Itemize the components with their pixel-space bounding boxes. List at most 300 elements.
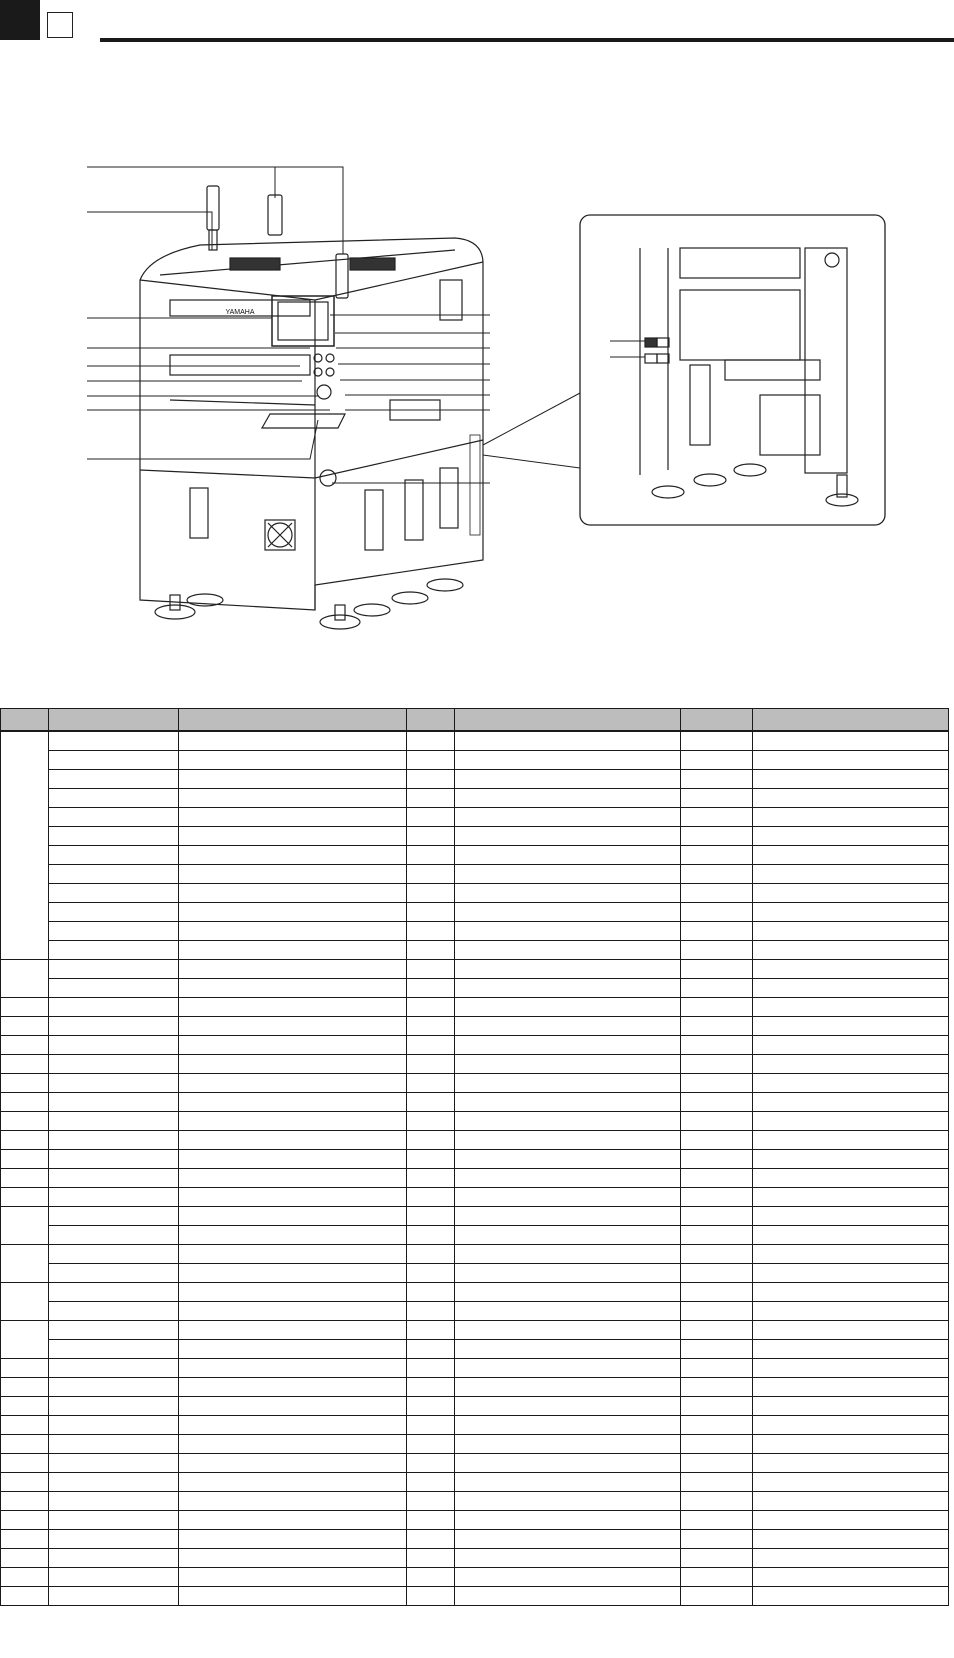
table-cell [753,1397,949,1416]
table-cell [681,1397,753,1416]
table-cell [179,1093,407,1112]
table-cell [407,1264,455,1283]
table-cell [179,1530,407,1549]
table-cell [753,1283,949,1302]
table-cell [681,1226,753,1245]
table-cell [753,751,949,770]
table-cell [455,1492,681,1511]
group-number-cell [1,998,49,1017]
table-cell [455,922,681,941]
table-cell [407,1207,455,1226]
group-number-cell [1,731,49,960]
table-cell [49,1055,179,1074]
table-cell [49,1017,179,1036]
table-cell [179,1473,407,1492]
table-cell [753,1188,949,1207]
table-cell [681,1055,753,1074]
table-cell [49,1036,179,1055]
table-cell [407,998,455,1017]
table-cell [681,1112,753,1131]
table-cell [681,1093,753,1112]
group-number-cell [1,1283,49,1321]
table-cell [753,1169,949,1188]
table-cell [753,770,949,789]
table-cell [681,1416,753,1435]
table-cell [753,1359,949,1378]
table-cell [753,1549,949,1568]
machine-body [140,238,483,629]
table-row [1,846,949,865]
table-cell [179,1511,407,1530]
table-cell [179,770,407,789]
table-cell [49,751,179,770]
table-cell [179,1017,407,1036]
table-cell [179,1150,407,1169]
table-row [1,1245,949,1264]
table-cell [179,751,407,770]
table-cell [753,903,949,922]
table-cell [455,1264,681,1283]
table-cell [179,1321,407,1340]
group-number-cell [1,1321,49,1359]
right-leader-lines [330,315,490,483]
table-cell [753,960,949,979]
group-number-cell [1,1454,49,1473]
parts-table [0,708,949,1606]
table-cell [179,1226,407,1245]
table-cell [407,751,455,770]
table-cell [49,1226,179,1245]
table-cell [179,1454,407,1473]
table-cell [455,1093,681,1112]
table-cell [49,1188,179,1207]
table-cell [49,731,179,751]
table-cell [681,1188,753,1207]
table-cell [49,1283,179,1302]
zoom-callout-lines [483,393,580,468]
table-cell [753,1340,949,1359]
table-cell [49,827,179,846]
table-cell [753,1511,949,1530]
table-cell [455,1416,681,1435]
table-cell [407,770,455,789]
table-cell [753,1587,949,1606]
table-cell [49,1112,179,1131]
table-cell [407,1359,455,1378]
table-cell [455,1397,681,1416]
table-cell [681,1131,753,1150]
table-cell [753,1264,949,1283]
table-cell [179,1397,407,1416]
table-cell [407,1587,455,1606]
table-cell [753,1416,949,1435]
table-cell [407,1473,455,1492]
table-cell [753,1150,949,1169]
table-cell [455,1036,681,1055]
table-cell [407,1036,455,1055]
table-cell [407,1169,455,1188]
table-cell [407,1321,455,1340]
table-row [1,922,949,941]
table-cell [753,1568,949,1587]
table-cell [49,884,179,903]
table-row [1,903,949,922]
table-cell [753,731,949,751]
table-row [1,1530,949,1549]
table-row [1,1321,949,1340]
table-row [1,1397,949,1416]
table-row [1,1511,949,1530]
table-cell [407,1283,455,1302]
table-row [1,751,949,770]
table-cell [179,941,407,960]
table-cell [681,1245,753,1264]
table-row [1,1454,949,1473]
table-cell [49,979,179,998]
table-cell [49,1416,179,1435]
table-row [1,1283,949,1302]
table-row [1,1131,949,1150]
table-row [1,1207,949,1226]
table-cell [49,1321,179,1340]
group-number-cell [1,1492,49,1511]
table-cell [179,1340,407,1359]
table-cell [49,1397,179,1416]
left-leader-lines [87,167,343,459]
group-number-cell [1,1473,49,1492]
table-cell [179,960,407,979]
table-cell [455,770,681,789]
table-cell [49,1473,179,1492]
table-cell [681,922,753,941]
table-row [1,1226,949,1245]
table-row [1,1017,949,1036]
table-cell [681,1321,753,1340]
table-cell [49,1568,179,1587]
table-cell [407,1245,455,1264]
table-cell [49,960,179,979]
table-cell [681,1017,753,1036]
table-cell [455,846,681,865]
table-cell [753,979,949,998]
table-cell [455,731,681,751]
table-cell [753,998,949,1017]
brand-plate: YAMAHA [225,309,255,316]
table-cell [455,1169,681,1188]
table-cell [49,903,179,922]
table-cell [455,751,681,770]
table-cell [681,1473,753,1492]
table-cell [681,1074,753,1093]
table-cell [49,941,179,960]
table-cell [407,1074,455,1093]
table-cell [49,1074,179,1093]
table-cell [179,1169,407,1188]
table-cell [455,1302,681,1321]
table-cell [179,979,407,998]
table-cell [681,808,753,827]
table-row [1,1169,949,1188]
table-cell [407,846,455,865]
group-number-cell [1,1150,49,1169]
table-cell [407,979,455,998]
group-number-cell [1,1017,49,1036]
table-cell [179,731,407,751]
table-cell [455,1359,681,1378]
detail-inset [580,215,885,525]
table-cell [407,1131,455,1150]
table-cell [681,1264,753,1283]
table-cell [407,922,455,941]
table-cell [49,1454,179,1473]
group-number-cell [1,1131,49,1150]
table-row [1,1074,949,1093]
table-cell [179,1359,407,1378]
table-row [1,1112,949,1131]
table-cell [455,1378,681,1397]
table-cell [455,1017,681,1036]
group-number-cell [1,1397,49,1416]
table-cell [49,1511,179,1530]
table-cell [753,1112,949,1131]
table-cell [407,1226,455,1245]
table-row [1,808,949,827]
table-row [1,865,949,884]
col-header-4 [407,709,455,732]
table-row [1,1492,949,1511]
table-cell [49,846,179,865]
table-row [1,1302,949,1321]
table-cell [681,1359,753,1378]
table-cell [681,846,753,865]
table-cell [407,865,455,884]
table-cell [407,884,455,903]
table-cell [49,1378,179,1397]
table-row [1,1473,949,1492]
table-cell [753,1055,949,1074]
table-cell [407,941,455,960]
col-header-2 [49,709,179,732]
table-row [1,1416,949,1435]
table-cell [179,865,407,884]
table-cell [681,1492,753,1511]
table-cell [681,1207,753,1226]
table-cell [407,808,455,827]
table-row [1,1036,949,1055]
table-cell [179,922,407,941]
group-number-cell [1,960,49,998]
group-number-cell [1,1568,49,1587]
table-row [1,998,949,1017]
table-cell [407,1416,455,1435]
table-cell [49,1093,179,1112]
table-cell [179,1055,407,1074]
col-header-7 [753,709,949,732]
table-cell [455,1188,681,1207]
table-cell [179,1074,407,1093]
table-cell [681,1435,753,1454]
table-cell [681,941,753,960]
table-row [1,1549,949,1568]
table-cell [407,960,455,979]
table-cell [753,1207,949,1226]
table-cell [753,1093,949,1112]
table-cell [455,884,681,903]
group-number-cell [1,1587,49,1606]
table-cell [681,865,753,884]
table-cell [407,731,455,751]
table-cell [681,1283,753,1302]
table-cell [455,1321,681,1340]
table-cell [753,1435,949,1454]
table-row [1,1568,949,1587]
table-cell [455,1435,681,1454]
table-cell [407,1549,455,1568]
table-cell [455,1549,681,1568]
table-cell [407,1454,455,1473]
table-cell [179,1435,407,1454]
group-number-cell [1,1055,49,1074]
table-cell [455,1150,681,1169]
table-cell [179,998,407,1017]
table-cell [681,1169,753,1188]
col-header-1 [1,709,49,732]
group-number-cell [1,1207,49,1245]
group-number-cell [1,1074,49,1093]
table-cell [179,808,407,827]
table-cell [455,1131,681,1150]
table-cell [753,1473,949,1492]
table-cell [753,1492,949,1511]
table-cell [753,941,949,960]
table-row [1,979,949,998]
table-cell [455,1112,681,1131]
table-cell [179,903,407,922]
table-cell [753,1074,949,1093]
table-cell [753,846,949,865]
table-cell [681,884,753,903]
table-cell [681,1302,753,1321]
table-cell [455,789,681,808]
table-cell [407,1378,455,1397]
table-header-row [1,709,949,732]
table-cell [179,1131,407,1150]
table-cell [455,827,681,846]
table-row [1,1359,949,1378]
table-cell [407,1530,455,1549]
table-cell [681,979,753,998]
group-number-cell [1,1435,49,1454]
table-cell [49,1587,179,1606]
table-row [1,1264,949,1283]
table-cell [681,751,753,770]
table-cell [753,1321,949,1340]
table-cell [455,1245,681,1264]
table-cell [681,827,753,846]
table-cell [753,1226,949,1245]
table-cell [753,827,949,846]
table-cell [179,1283,407,1302]
table-cell [455,979,681,998]
table-cell [407,1188,455,1207]
group-number-cell [1,1530,49,1549]
table-cell [49,1340,179,1359]
table-row [1,827,949,846]
group-number-cell [1,1511,49,1530]
group-number-cell [1,1188,49,1207]
table-cell [753,865,949,884]
table-cell [407,789,455,808]
table-cell [49,1435,179,1454]
table-cell [681,1150,753,1169]
table-cell [407,1017,455,1036]
table-cell [49,1492,179,1511]
table-row [1,1435,949,1454]
table-cell [753,1245,949,1264]
table-cell [455,998,681,1017]
table-row [1,770,949,789]
table-row [1,1093,949,1112]
group-number-cell [1,1378,49,1397]
table-cell [49,1549,179,1568]
table-cell [455,1473,681,1492]
table-row [1,941,949,960]
table-cell [753,922,949,941]
table-cell [49,1207,179,1226]
table-cell [407,1112,455,1131]
table-cell [455,941,681,960]
table-cell [455,865,681,884]
group-number-cell [1,1112,49,1131]
table-cell [179,1568,407,1587]
group-number-cell [1,1093,49,1112]
table-cell [49,1530,179,1549]
table-cell [407,1055,455,1074]
table-cell [179,827,407,846]
table-cell [49,808,179,827]
table-cell [455,1074,681,1093]
table-cell [49,1302,179,1321]
col-header-6 [681,709,753,732]
table-cell [49,865,179,884]
table-cell [407,1302,455,1321]
table-cell [179,884,407,903]
table-cell [753,1131,949,1150]
table-cell [49,922,179,941]
table-row [1,960,949,979]
table-cell [681,789,753,808]
group-number-cell [1,1549,49,1568]
table-cell [179,1549,407,1568]
table-cell [49,1359,179,1378]
table-cell [49,1169,179,1188]
table-cell [681,960,753,979]
table-row [1,1150,949,1169]
table-cell [753,1036,949,1055]
table-cell [455,1340,681,1359]
table-cell [681,1340,753,1359]
table-cell [179,1264,407,1283]
table-cell [455,1207,681,1226]
table-cell [407,1093,455,1112]
table-cell [179,1378,407,1397]
table-cell [407,1492,455,1511]
table-row [1,1340,949,1359]
table-cell [407,827,455,846]
table-cell [681,1378,753,1397]
table-cell [179,1302,407,1321]
table-cell [179,789,407,808]
